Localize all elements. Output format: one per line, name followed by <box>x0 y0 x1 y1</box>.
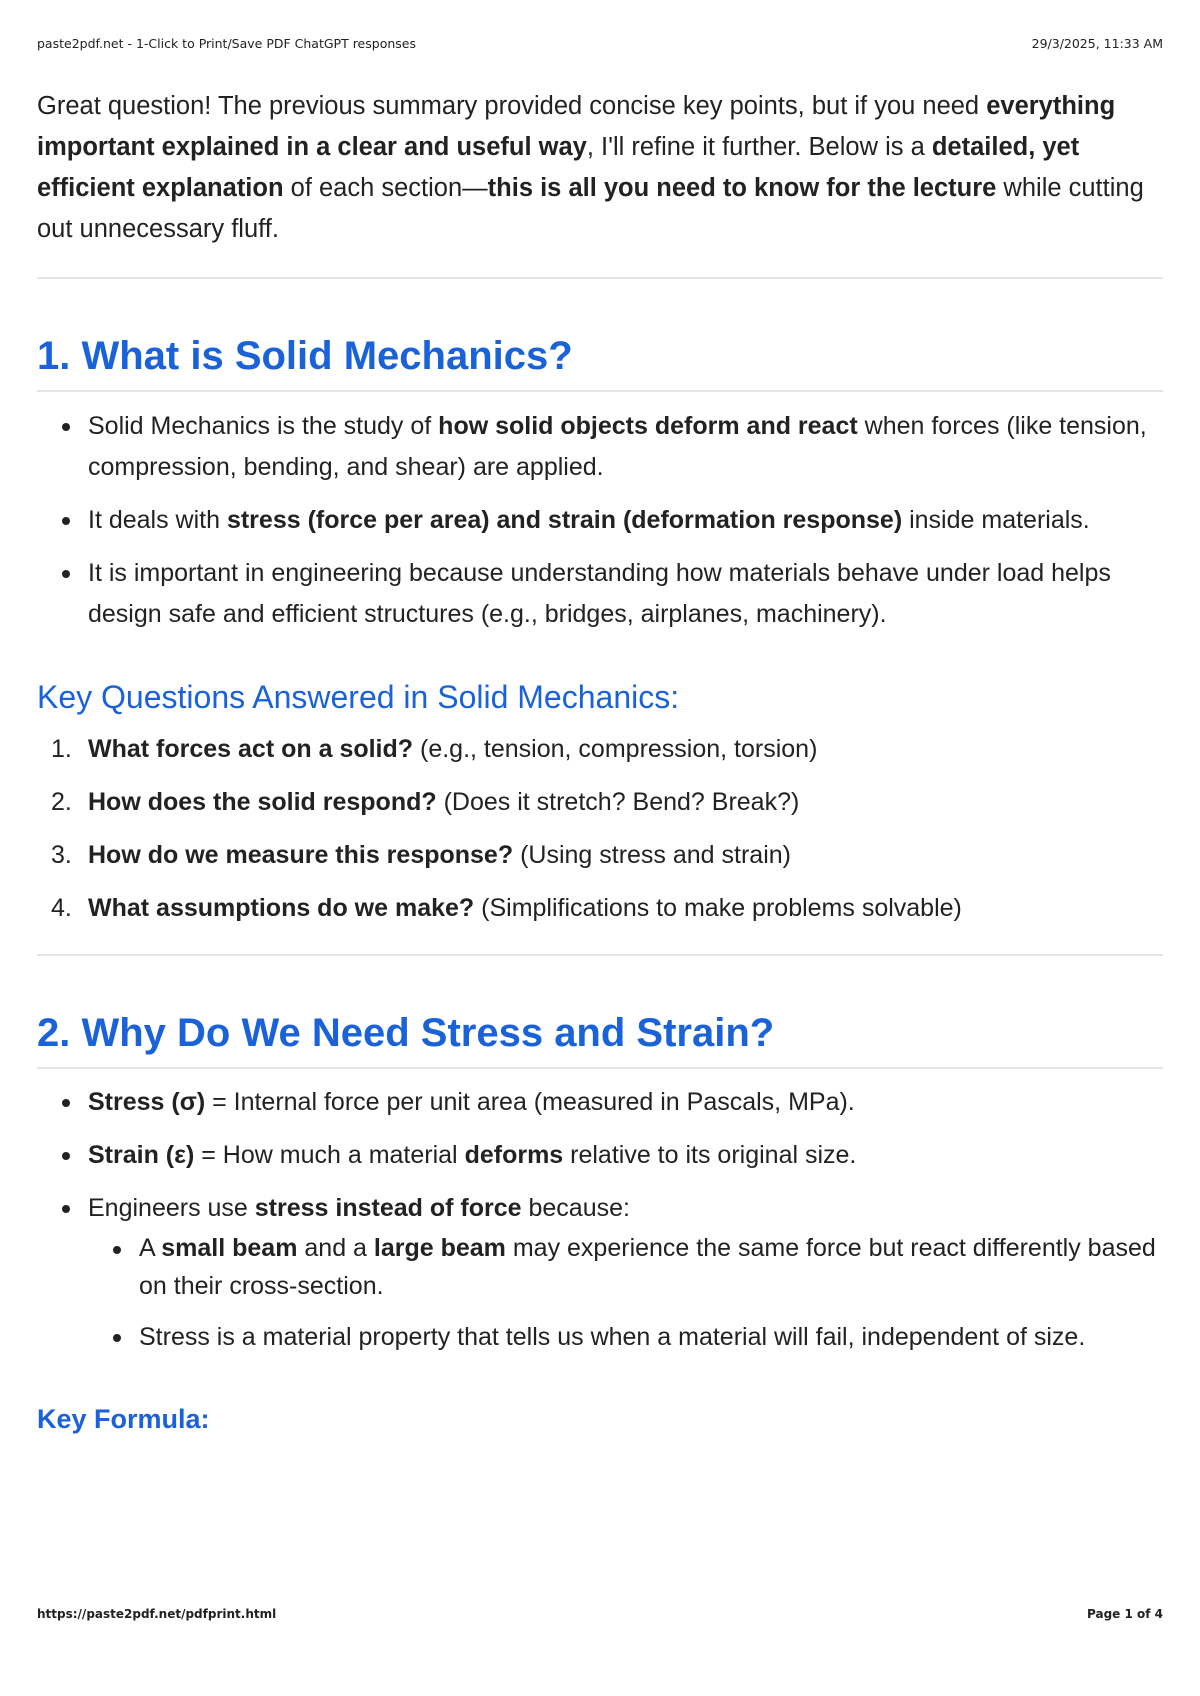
divider <box>37 954 1163 956</box>
item-text: Engineers use <box>88 1194 255 1222</box>
item-bold: large beam <box>373 1234 506 1262</box>
page-number: Page 1 of 4 <box>1087 1607 1163 1621</box>
list-item <box>37 1317 1163 1358</box>
item-text: relative to its original size. <box>563 1141 857 1169</box>
key-formula-heading: Key Formula: <box>37 1404 210 1434</box>
item-text: Stress is a material property that tells us when a material will fail, independent of size. <box>139 1323 1086 1351</box>
section-2-list <box>37 1082 1163 1229</box>
item-bold: deforms <box>464 1141 564 1169</box>
item-text: It is important in engineering because understanding how materials behave under load helps design safe and efficient structures (e.g., bridges, airplanes, machinery). <box>88 559 1111 628</box>
intro-text-2: , I'll refine it further. Below is a <box>586 133 932 161</box>
list-item <box>37 729 1163 770</box>
item-bold: stress (force per area) and strain (deformation response) <box>226 506 903 534</box>
item-text: may experience the same force but react differently based on their cross-section. <box>139 1234 1156 1300</box>
heading-underline <box>37 1067 1163 1069</box>
print-footer <box>37 1607 1163 1621</box>
list-item <box>37 553 1163 635</box>
item-text: It deals with <box>88 506 227 534</box>
item-text: and a <box>297 1234 374 1262</box>
item-text: = How much a material <box>194 1141 465 1169</box>
section-1-list <box>37 406 1163 635</box>
intro-bold-3: this is all you need to know for the lecture <box>487 174 997 202</box>
intro-text-3: of each section— <box>283 174 488 202</box>
item-bold: How do we measure this response? <box>88 841 514 869</box>
item-text: (Using stress and strain) <box>513 841 791 869</box>
item-bold: Stress (σ) <box>88 1088 206 1116</box>
item-number: 3. <box>51 841 72 869</box>
list-item <box>37 406 1163 488</box>
item-bold: What assumptions do we make? <box>88 894 475 922</box>
item-bold: stress instead of force <box>254 1194 522 1222</box>
item-bold: How does the solid respond? <box>88 788 437 816</box>
footer-url: https://paste2pdf.net/pdfprint.html <box>37 1607 277 1621</box>
list-item <box>37 1229 1163 1305</box>
list-item <box>37 782 1163 823</box>
key-questions-heading: Key Questions Answered in Solid Mechanics: <box>37 679 680 715</box>
intro-bold-1: everything important explained in a clear and useful way <box>37 92 1116 161</box>
section-2-sublist <box>37 1229 1163 1358</box>
header-source-title: paste2pdf.net - 1-Click to Print/Save PDF ChatGPT responses <box>37 36 416 51</box>
list-item <box>37 500 1163 541</box>
item-bold: how solid objects deform and react <box>438 412 858 440</box>
section-1-heading: 1. What is Solid Mechanics? <box>37 334 573 378</box>
item-number: 1. <box>51 735 72 763</box>
intro-paragraph <box>37 86 1163 250</box>
document-content <box>37 86 1163 1436</box>
item-text: (Does it stretch? Bend? Break?) <box>436 788 800 816</box>
item-bold: small beam <box>161 1234 298 1262</box>
list-item <box>37 1135 1163 1176</box>
header-timestamp: 29/3/2025, 11:33 AM <box>1031 36 1163 51</box>
list-item <box>37 888 1163 929</box>
print-header <box>37 36 1163 51</box>
list-item <box>37 835 1163 876</box>
list-item <box>37 1082 1163 1123</box>
item-bold: What forces act on a solid? <box>88 735 414 763</box>
item-text: A <box>139 1234 162 1262</box>
section-2-heading: 2. Why Do We Need Stress and Strain? <box>37 1011 775 1055</box>
list-item <box>37 1188 1163 1229</box>
intro-bold-2: detailed, yet efficient explanation <box>37 133 1080 202</box>
item-text: because: <box>521 1194 630 1222</box>
item-text: (Simplifications to make problems solvable) <box>474 894 962 922</box>
item-bold: Strain (ε) <box>88 1141 195 1169</box>
intro-text-4: while cutting out unnecessary fluff. <box>37 174 1144 243</box>
item-text: (e.g., tension, compression, torsion) <box>413 735 818 763</box>
item-text: when forces (like tension, compression, bending, and shear) are applied. <box>88 412 1147 481</box>
heading-underline <box>37 390 1163 392</box>
key-questions-list <box>37 729 1163 929</box>
item-text: = Internal force per unit area (measured in Pascals, MPa). <box>205 1088 855 1116</box>
item-number: 2. <box>51 788 72 816</box>
item-text: inside materials. <box>902 506 1090 534</box>
item-number: 4. <box>51 894 72 922</box>
item-text: Solid Mechanics is the study of <box>88 412 439 440</box>
divider <box>37 277 1163 279</box>
intro-text-1: Great question! The previous summary provided concise key points, but if you need <box>37 92 987 120</box>
